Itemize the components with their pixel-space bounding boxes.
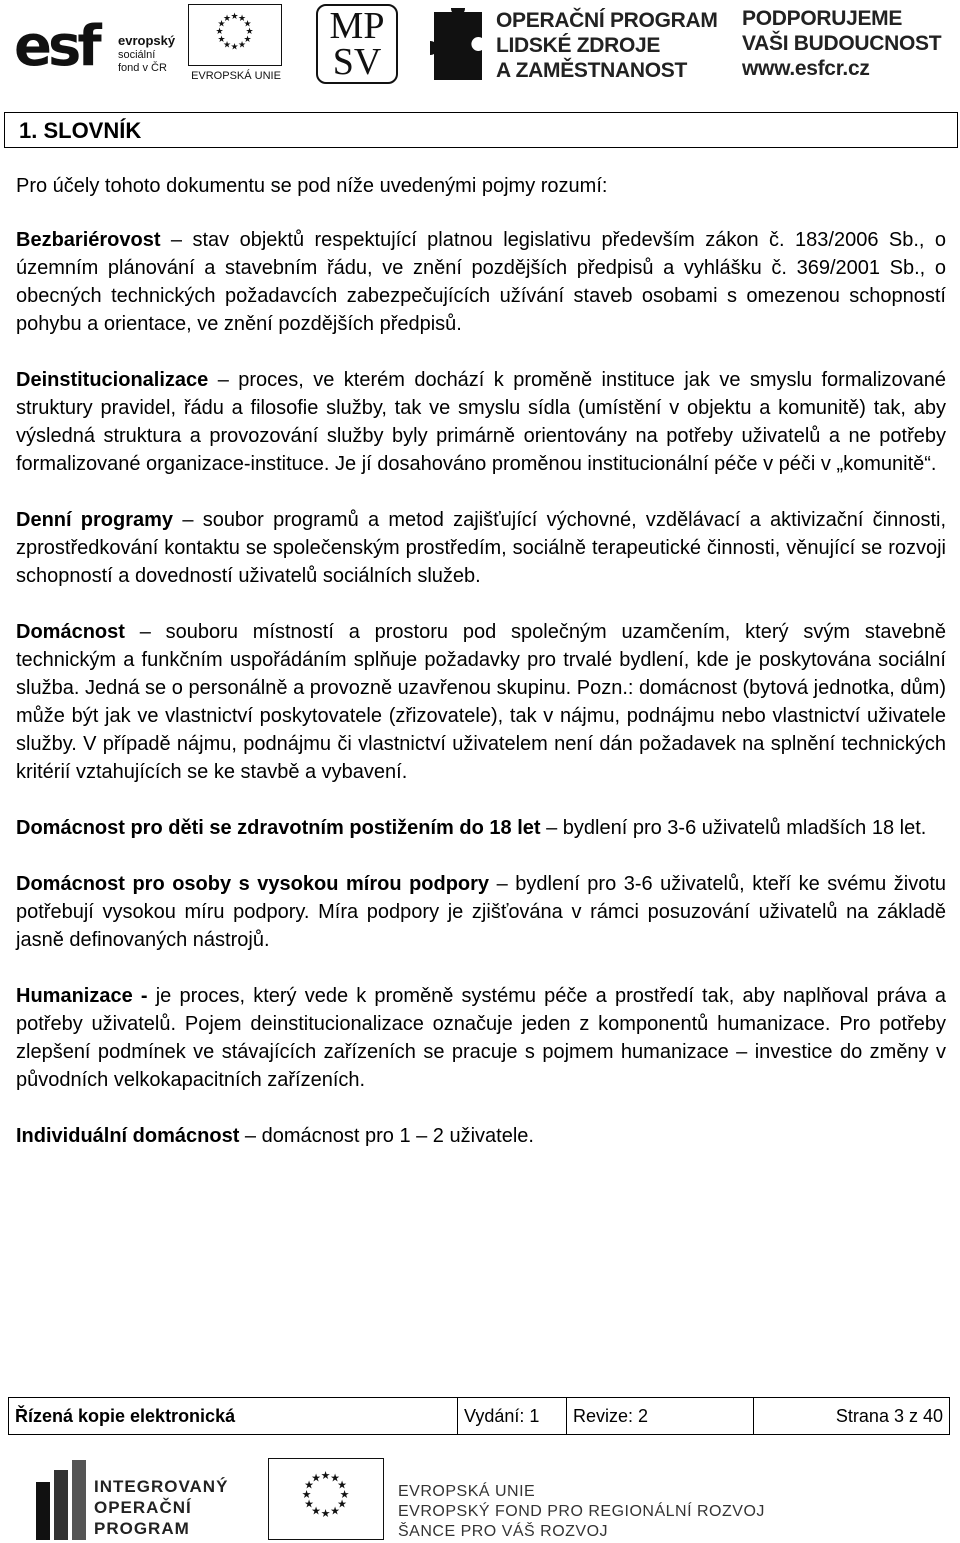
term: Individuální domácnost [16, 1125, 240, 1147]
svg-text:★: ★ [243, 35, 252, 45]
slogan-logo [742, 6, 952, 90]
slogan-line1: PODPORUJEME [742, 7, 903, 30]
iop-line3: PROGRAM [94, 1519, 190, 1538]
header-logos [0, 0, 960, 100]
svg-text:★: ★ [222, 14, 232, 24]
iop-logo [32, 1460, 232, 1540]
svg-text:★: ★ [304, 1478, 314, 1492]
revision-label: Revize: 2 [567, 1398, 754, 1435]
term: Deinstitucionalizace [16, 369, 209, 391]
definition: – bydlení pro 3-6 uživatelů, kteří ke svému životu potřebují vysokou míru podpory. Míra podpory je zjišťována v rámci posuzování uživatelů na základě jasně definovaných nástrojů. [16, 873, 946, 951]
term: Domácnost pro osoby s vysokou mírou podpory [16, 873, 490, 895]
svg-text:★: ★ [330, 1471, 340, 1485]
eu-flag-logo-bottom [268, 1458, 384, 1540]
definition: – souboru místností a prostoru pod společným uzamčením, který svým stavebně technickým a funkčním uspořádáním splňuje požadavky pro trvalé bydlení, kde je poskytována sociální služba. Jedná se o personálně a provozně uzavřenou skupinu. Pozn.: domácnost (bytová jednotka, dům) může být jak ve vlastnictví poskytovatele (zřizovatele), tak v nájmu, podnájmu nebo vlastnictví uživatele služby. V případě nájmu, podnájmu či vlastnictví uživatelem není dán požadavek na splnění technických kritérií vztahujících se ke stavbě a vybavení. [16, 621, 946, 783]
puzzle-icon [430, 8, 486, 84]
definition: – stav objektů respektující platnou legislativu především zákon č. 183/2006 Sb., o územním plánování a stavebním řádu, ve znění pozdějších předpisů a vyhlášku č. 369/2001 Sb., o obecných technických požadavcích zabezpečujících užívání staveb osobami s omezenou schopností pohybu a orientace, ve znění pozdějších předpisů. [16, 229, 946, 335]
glossary-entry [16, 366, 946, 478]
glossary-entry [16, 870, 946, 954]
term: Denní programy [16, 509, 174, 531]
svg-text:★: ★ [337, 1497, 347, 1511]
glossary-entry [16, 814, 946, 842]
iop-line1: INTEGROVANÝ [94, 1477, 229, 1496]
erdf-caption [398, 1482, 765, 1542]
svg-text:★: ★ [230, 42, 239, 53]
slogan-line2: VAŠI BUDOUCNOST [742, 32, 942, 55]
svg-text:★: ★ [237, 40, 247, 51]
definition: – domácnost pro 1 – 2 uživatele. [239, 1125, 534, 1147]
control-copy-label: Řízená kopie elektronická [9, 1398, 458, 1435]
term: Humanizace - [16, 985, 148, 1007]
svg-text:★: ★ [245, 27, 254, 37]
glossary-entry [16, 506, 946, 590]
svg-text:★: ★ [301, 1488, 312, 1501]
op-line3: A ZAMĚSTNANOST [496, 59, 688, 82]
eu-caption: EVROPSKÁ UNIE [191, 70, 281, 82]
svg-text:★: ★ [217, 19, 226, 30]
eu-stars-icon [268, 1458, 384, 1540]
svg-text:★: ★ [230, 12, 239, 22]
svg-text:★: ★ [320, 1469, 331, 1482]
svg-text:★: ★ [217, 35, 226, 45]
svg-text:★: ★ [311, 1504, 321, 1518]
term: Bezbariérovost [16, 229, 161, 251]
erdf-line3: ŠANCE PRO VÁŠ ROZVOJ [398, 1523, 609, 1540]
esf-logo [14, 4, 184, 86]
section-heading-box [4, 112, 958, 148]
svg-text:★: ★ [311, 1471, 321, 1485]
iop-bars-icon [32, 1460, 88, 1540]
glossary-entry [16, 226, 946, 338]
mpsv-line1: MP [329, 5, 385, 47]
op-line1: OPERAČNÍ PROGRAM [496, 9, 718, 32]
intro-text: Pro účely tohoto dokumentu se pod níže uvedenými pojmy rozumí: [16, 175, 608, 197]
eu-stars-icon [188, 4, 282, 66]
svg-text:★: ★ [237, 14, 247, 24]
glossary-entry [16, 1122, 946, 1150]
glossary-content [16, 172, 946, 1178]
erdf-line1: EVROPSKÁ UNIE [398, 1483, 536, 1500]
mpsv-logo [316, 4, 398, 84]
edition-label: Vydání: 1 [458, 1398, 567, 1435]
mpsv-line2: SV [332, 41, 382, 83]
glossary-entry [16, 618, 946, 786]
svg-text:★: ★ [339, 1488, 350, 1501]
svg-text:★: ★ [222, 40, 232, 51]
document-control-table [8, 1397, 950, 1435]
erdf-line2: EVROPSKÝ FOND PRO REGIONÁLNÍ ROZVOJ [398, 1503, 765, 1520]
svg-text:★: ★ [337, 1478, 347, 1492]
op-line2: LIDSKÉ ZDROJE [496, 34, 661, 57]
section-title: 1. SLOVNÍK [19, 118, 142, 143]
slogan-url: www.esfcr.cz [742, 57, 870, 80]
svg-text:★: ★ [304, 1497, 314, 1511]
footer-logos [0, 1452, 960, 1540]
svg-text:★: ★ [320, 1507, 331, 1520]
definition: – bydlení pro 3-6 uživatelů mladších 18 let. [540, 817, 927, 839]
iop-line2: OPERAČNÍ [94, 1498, 192, 1517]
eu-flag-logo [186, 4, 286, 86]
definition: – soubor programů a metod zajišťující výchovné, vzdělávací a aktivizační činnosti, zprostředkování kontaktu se společenským prostředím, sociálně terapeutické činnosti, věnující se rozvoji schopností a dovedností uživatelů sociálních služeb. [16, 509, 947, 587]
esf-logo-word: esf [14, 14, 98, 79]
svg-text:★: ★ [243, 19, 252, 30]
esf-logo-caption: evropský sociální fond v ČR [118, 33, 176, 74]
op-lzz-logo [430, 4, 720, 88]
term: Domácnost pro děti se zdravotním postižením do 18 let [16, 817, 541, 839]
definition: – proces, ve kterém dochází k proměně instituce jak ve smyslu formalizované struktury pravidel, řádu a filosofie služby, tak ve smyslu sídla (umístění v objektu a komunitě) tak, aby výsledná struktura a provozování služby byly primárně orientovány na potřeby uživatelů a ne potřeby formalizované organizace-instituce. Je jí dosahováno proměnou institucionální péče v péči v „komunitě“. [16, 369, 946, 475]
term: Domácnost [16, 621, 125, 643]
glossary-entry [16, 982, 946, 1094]
page-number: Strana 3 z 40 [754, 1398, 950, 1435]
svg-text:★: ★ [215, 27, 224, 37]
svg-text:★: ★ [330, 1504, 340, 1518]
definition: je proces, který vede k proměně systému péče a prostředí tak, aby naplňoval práva a potřeby uživatelů. Pojem deinstitucionalizace označuje jeden z komponentů humanizace. Pro potřeby zlepšení podmínek ve stávajících zařízeních se pracuje s pojmem humanizace – investice do změny v původních velkokapacitních zařízeních. [16, 985, 946, 1091]
